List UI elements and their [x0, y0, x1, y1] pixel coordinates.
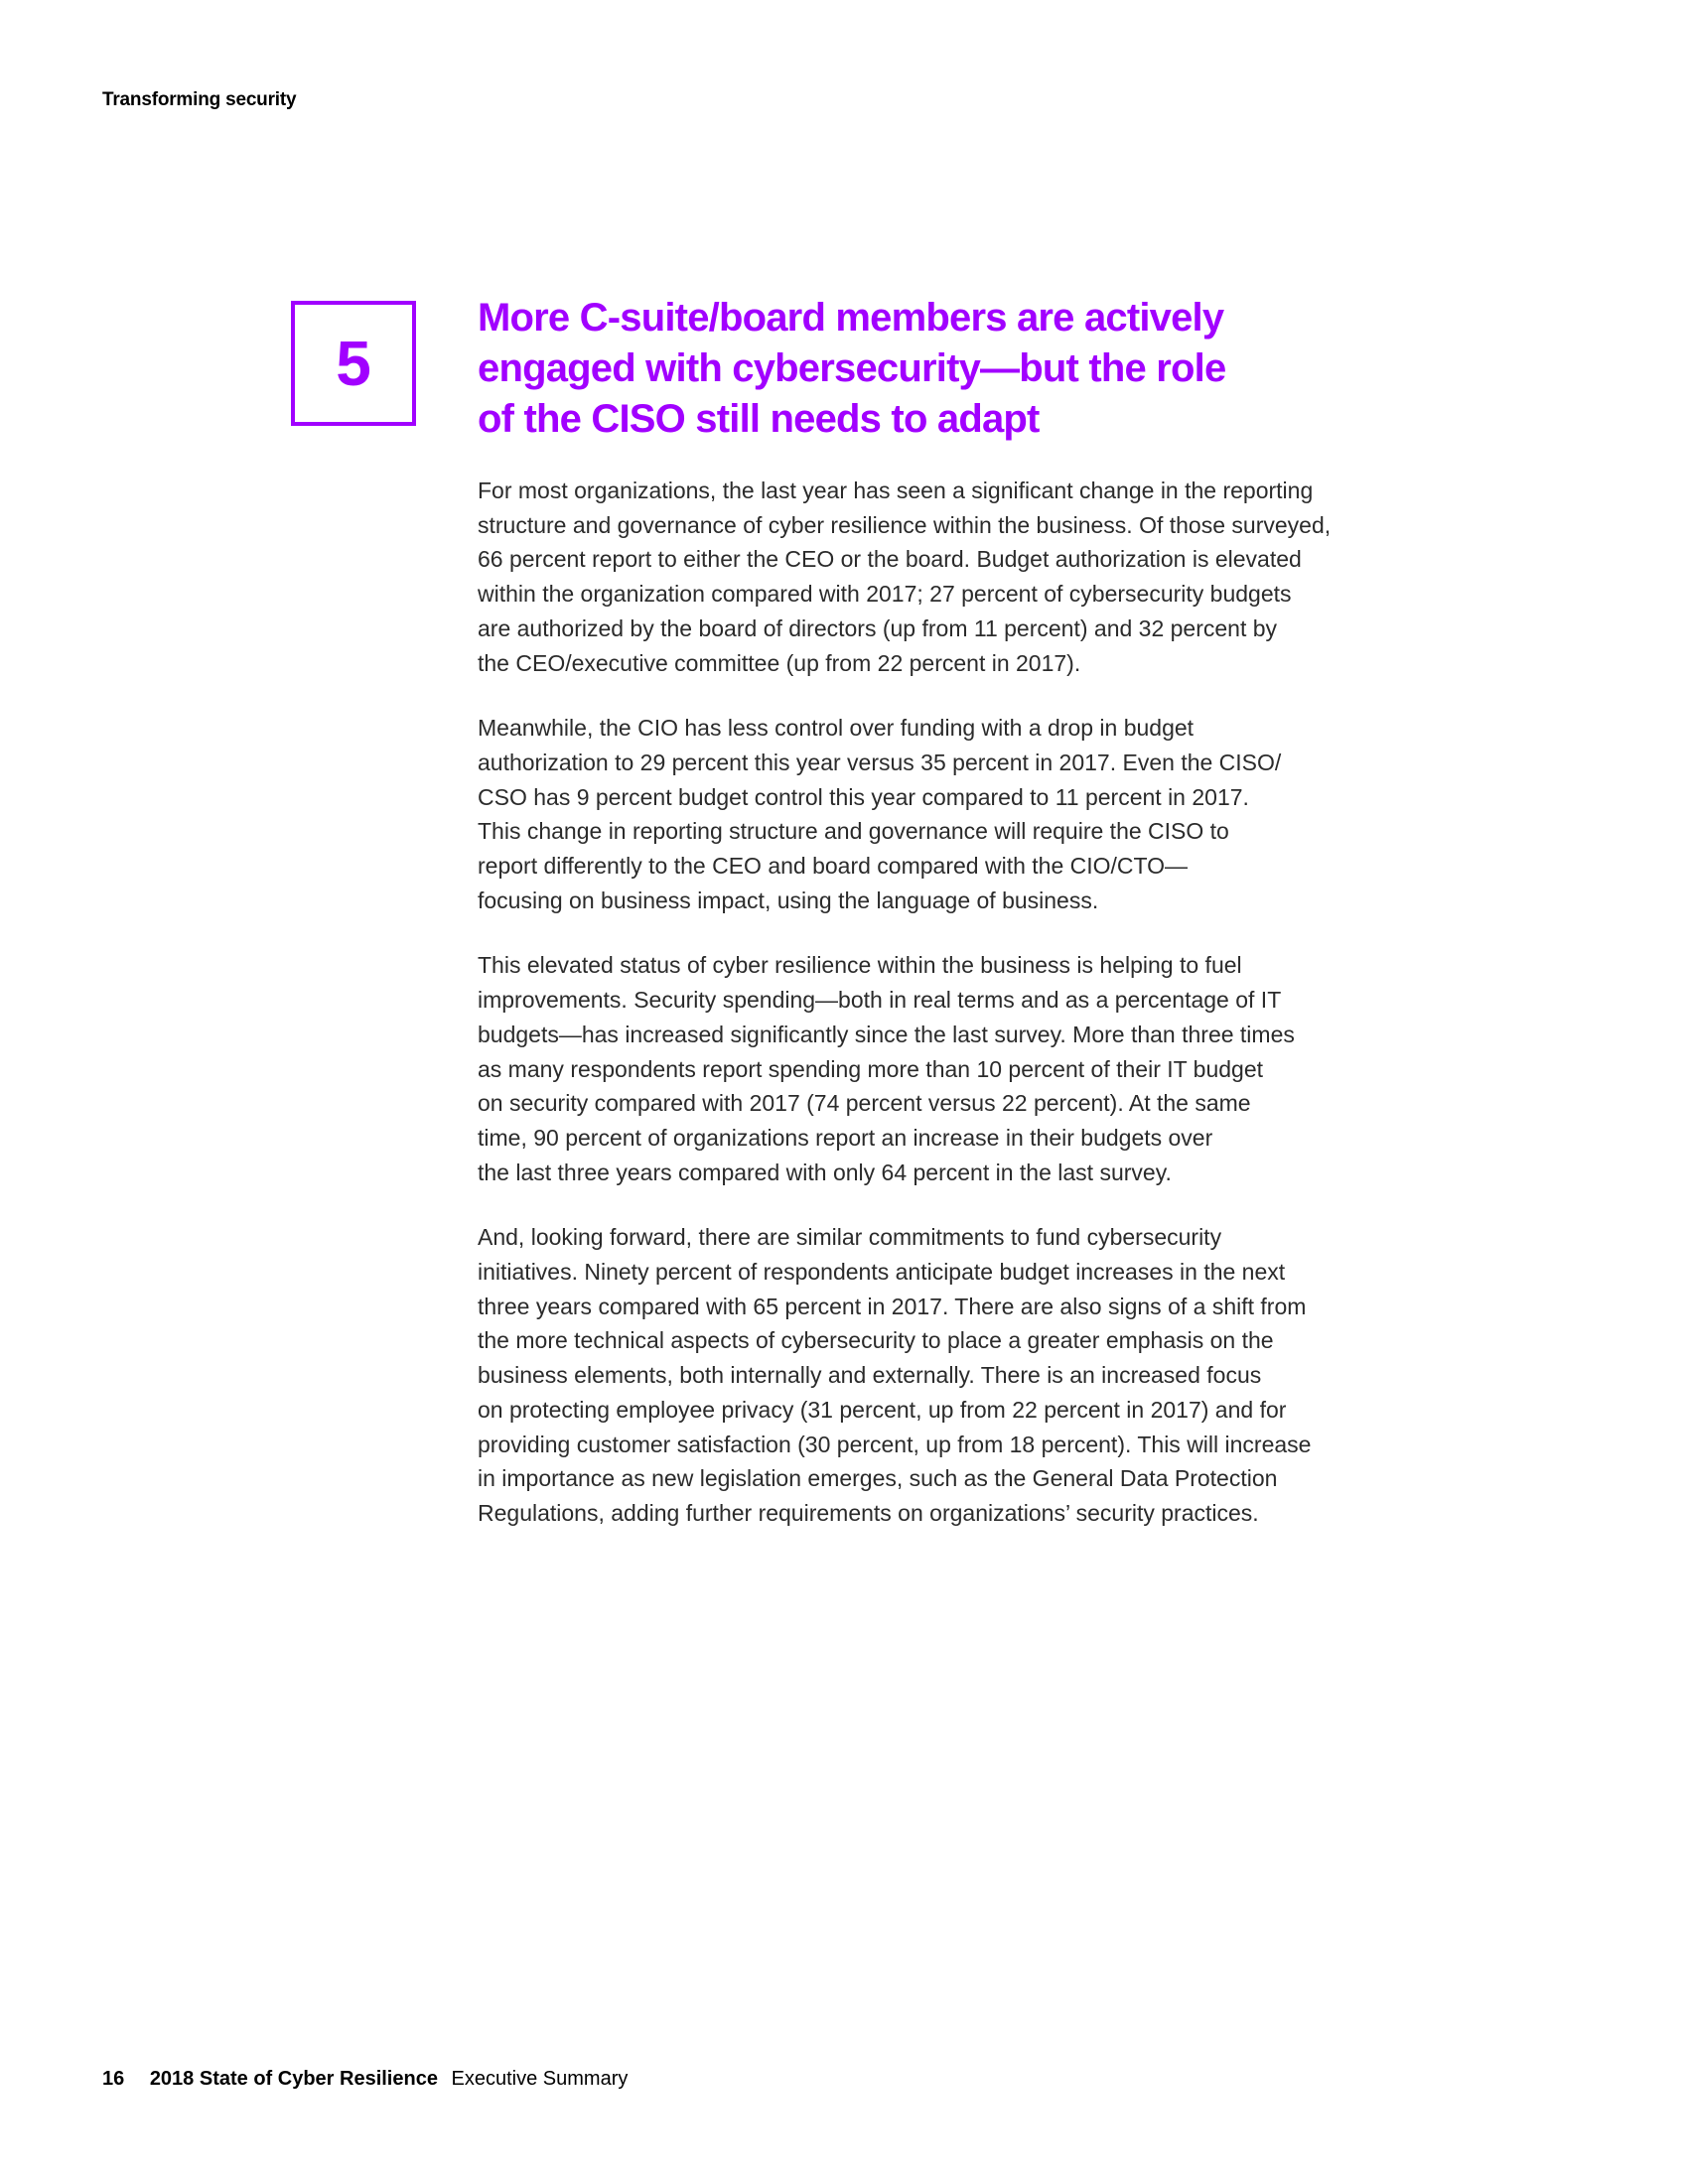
text-line: three years compared with 65 percent in 2017. There are also signs of a shift from [478, 1293, 1307, 1319]
text-line: as many respondents report spending more than 10 percent of their IT budget [478, 1055, 1264, 1082]
page-footer [102, 2068, 628, 2091]
text-line: structure and governance of cyber resilience within the business. Of those surveyed, [478, 511, 1332, 538]
headline-line: More C-suite/board members are actively [478, 296, 1224, 340]
body-text [478, 474, 1411, 1562]
page-number: 16 [102, 2068, 125, 2090]
section-number-box [291, 301, 416, 426]
section-headline [478, 293, 1431, 445]
text-line: are authorized by the board of directors (up from 11 percent) and 32 percent by [478, 614, 1278, 641]
report-title: 2018 State of Cyber Resilience [149, 2068, 438, 2090]
report-subtitle: Executive Summary [451, 2068, 629, 2090]
text-line: This elevated status of cyber resilience within the business is helping to fuel [478, 952, 1242, 979]
headline-line: engaged with cybersecurity—but the role [478, 346, 1226, 390]
text-line: the last three years compared with only 64 percent in the last survey. [478, 1159, 1172, 1185]
paragraph-cio-control [478, 711, 1411, 917]
text-line: report differently to the CEO and board compared with the CIO/CTO— [478, 853, 1189, 880]
text-line: budgets—has increased significantly since the last survey. More than three times [478, 1021, 1295, 1047]
text-line: the more technical aspects of cybersecurity to place a greater emphasis on the [478, 1327, 1274, 1354]
text-line: Regulations, adding further requirements on organizations’ security practices. [478, 1499, 1259, 1526]
text-line: CSO has 9 percent budget control this year compared to 11 percent in 2017. [478, 783, 1249, 810]
text-line: For most organizations, the last year has seen a significant change in the reporting [478, 478, 1314, 503]
paragraph-reporting-structure [478, 474, 1411, 680]
text-line: on security compared with 2017 (74 percent versus 22 percent). At the same [478, 1090, 1251, 1117]
text-line: in importance as new legislation emerges, such as the General Data Protection [478, 1465, 1278, 1492]
text-line: This change in reporting structure and governance will require the CISO to [478, 818, 1229, 845]
section-number: 5 [336, 328, 371, 399]
section-label: Transforming security [102, 89, 297, 110]
text-line: initiatives. Ninety percent of respondents anticipate budget increases in the next [478, 1259, 1286, 1286]
text-line: Meanwhile, the CIO has less control over funding with a drop in budget [478, 715, 1195, 742]
text-line: focusing on business impact, using the language of business. [478, 887, 1099, 913]
paragraph-future-commitments [478, 1220, 1411, 1530]
headline-line: of the CISO still needs to adapt [478, 397, 1040, 441]
text-line: within the organization compared with 2017; 27 percent of cybersecurity budgets [478, 581, 1292, 608]
text-line: And, looking forward, there are similar commitments to fund cybersecurity [478, 1224, 1222, 1251]
text-line: providing customer satisfaction (30 percent, up from 18 percent). This will increase [478, 1431, 1312, 1457]
text-line: time, 90 percent of organizations report an increase in their budgets over [478, 1124, 1213, 1151]
text-line: 66 percent report to either the CEO or the board. Budget authorization is elevated [478, 546, 1302, 573]
text-line: authorization to 29 percent this year versus 35 percent in 2017. Even the CISO/ [478, 749, 1282, 775]
text-line: on protecting employee privacy (31 percent, up from 22 percent in 2017) and for [478, 1396, 1287, 1423]
text-line: the CEO/executive committee (up from 22 percent in 2017). [478, 649, 1081, 676]
text-line: business elements, both internally and externally. There is an increased focus [478, 1362, 1262, 1389]
paragraph-security-spending [478, 948, 1411, 1189]
text-line: improvements. Security spending—both in real terms and as a percentage of IT [478, 987, 1282, 1014]
